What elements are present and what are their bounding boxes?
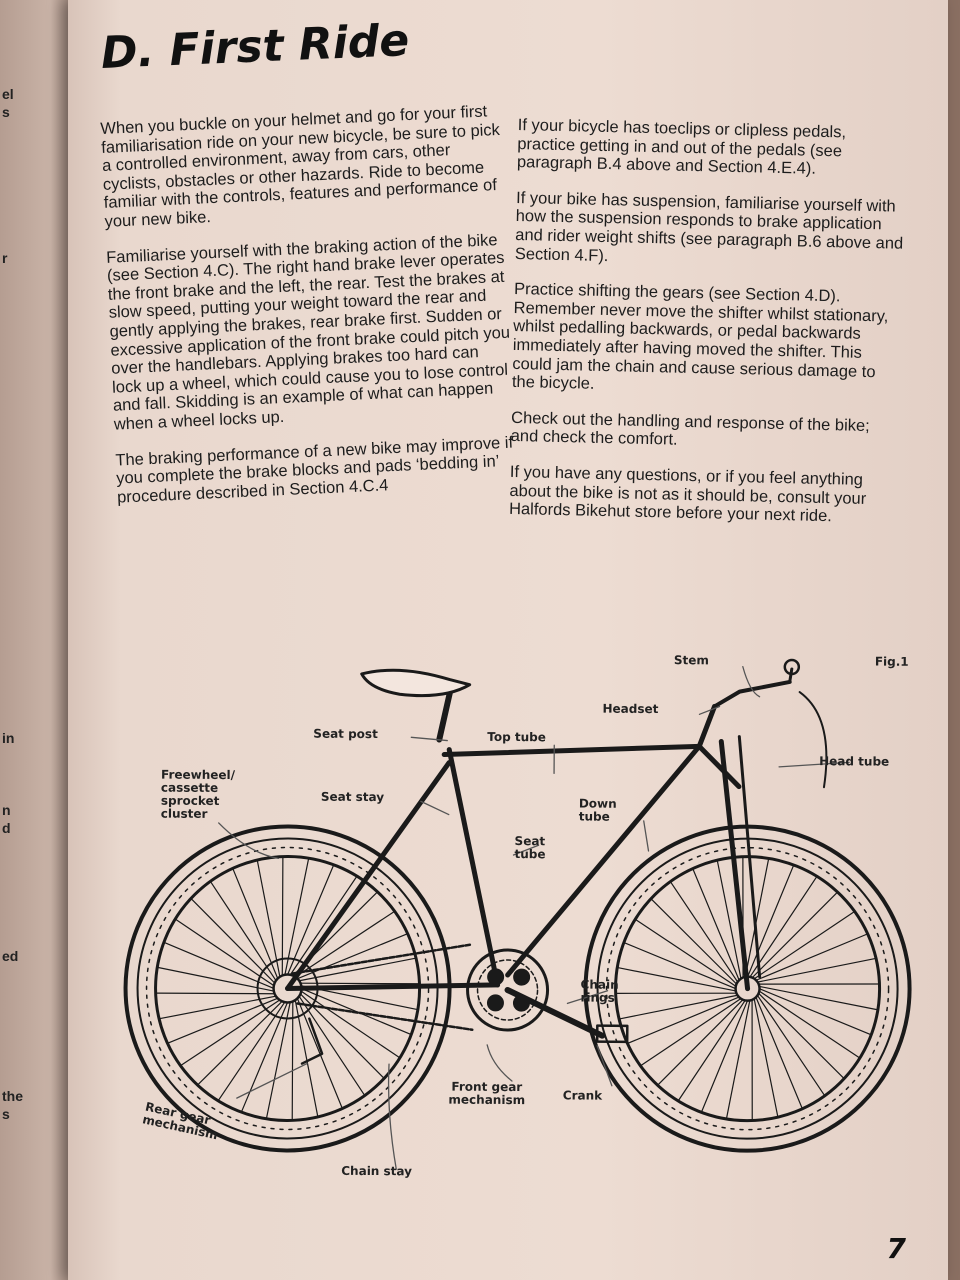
- page-number: 7: [886, 1232, 906, 1265]
- edge-text: r: [2, 250, 8, 266]
- wheel-spoke: [758, 958, 875, 983]
- bicycle-figure: [96, 642, 920, 1208]
- wheel-spoke: [301, 983, 419, 984]
- label-crank: Crank: [562, 1088, 603, 1103]
- edge-text: s: [2, 1106, 10, 1122]
- wheel-spoke: [751, 1000, 753, 1120]
- wheel-spoke: [157, 993, 275, 994]
- figure-caption: Fig.1: [874, 654, 909, 669]
- paragraph-questions: If you have any questions, or if you feel anything about the bike is not as it should be, consult your Halfords Bikehut store before your next ride.: [508, 462, 867, 526]
- manual-page: [68, 0, 948, 1280]
- right-column: [508, 116, 907, 544]
- label-head-tube: Head tube: [819, 754, 890, 769]
- edge-text: el: [2, 86, 14, 102]
- label-rear-gear: Rear gear mechanism: [141, 1099, 220, 1143]
- label-seat-stay: Seat stay: [320, 789, 385, 805]
- paragraph-pedals: If your bicycle has toeclips or clipless pedals, practice getting in and out of the pedals (see paragraph B.4 above and Section 4.E.4).: [516, 116, 847, 178]
- wheel-spoke: [759, 983, 879, 985]
- wheel-spoke: [282, 858, 283, 976]
- edge-text: ed: [2, 948, 19, 964]
- edge-text: the: [2, 1088, 23, 1104]
- label-freewheel: Freewheel/ cassette sprocket cluster: [160, 767, 236, 821]
- paragraph-suspension: If your bike has suspension, familiarise yourself with how the suspension responds to brake application and rider weight shifts (see paragraph B.6 above and Section 4.F).: [514, 188, 904, 265]
- wheel-spoke: [753, 999, 778, 1116]
- paragraph-gears: Practice shifting the gears (see Section 4.D). Remember never move the shifter whilst stationary, whilst pedalling backwards, or pedal backwards immediately after having moved the shifter. This could jam the chain and cause serious damage to the bicycle.: [511, 280, 889, 393]
- paragraph-first-ride: When you buckle on your helmet and go for your first familiarisation ride on your new bicycle, be sure to pick a controlled environment, away from cars, other cyclists, obstacles or other hazards. Ride to become familiar with the controls, features and performance of your new bike.: [100, 102, 501, 231]
- edge-text: s: [2, 104, 10, 120]
- edge-text: n: [2, 802, 11, 818]
- wheel-spoke: [617, 992, 737, 994]
- label-chain-rings: Chain rings: [580, 977, 619, 1005]
- paragraph-handling: Check out the handling and response of the bike; and check the comfort.: [510, 408, 870, 450]
- wheel-spoke: [618, 968, 736, 991]
- label-front-gear: Front gear mechanism: [448, 1079, 526, 1108]
- paragraph-bedding-in: The braking performance of a new bike may improve if you complete the brake blocks and pads ‘bedding in’ procedure described in Section 4.C.4: [115, 433, 514, 507]
- wheel-spoke: [292, 1001, 293, 1119]
- page-title: D. First Ride: [100, 15, 411, 79]
- label-seat-post: Seat post: [313, 726, 378, 742]
- label-chain-stay: Chain stay: [341, 1163, 413, 1179]
- edge-text: in: [2, 730, 15, 746]
- label-down-tube: Down tube: [578, 796, 617, 824]
- previous-page-edge: [0, 0, 72, 1280]
- label-top-tube: Top tube: [487, 729, 546, 745]
- bicycle-diagram: [96, 642, 920, 1208]
- label-seat-tube: Seat tube: [514, 834, 546, 862]
- label-headset: Headset: [602, 701, 659, 717]
- wheel-spoke: [727, 1000, 750, 1118]
- edge-text: d: [2, 820, 11, 836]
- wheel-spoke: [759, 986, 877, 1009]
- wheel-spoke: [620, 994, 737, 1019]
- paragraph-braking: Familiarise yourself with the braking action of the bike (see Section 4.C). The right hand brake lever operates the front brake and the left, the rear. Test the brakes at slow speed, putting your weight toward the rear and gently applying the brakes, rear brake first. Sudden or excessive application of the front brake could pitch you over the handlebars. Applying brakes too hard can lock up a wheel, which could cause you to lose control and fall. Skidding is an example of what can happen when a wheel locks up.: [105, 230, 511, 434]
- left-column: [100, 102, 518, 524]
- label-stem: Stem: [673, 653, 709, 668]
